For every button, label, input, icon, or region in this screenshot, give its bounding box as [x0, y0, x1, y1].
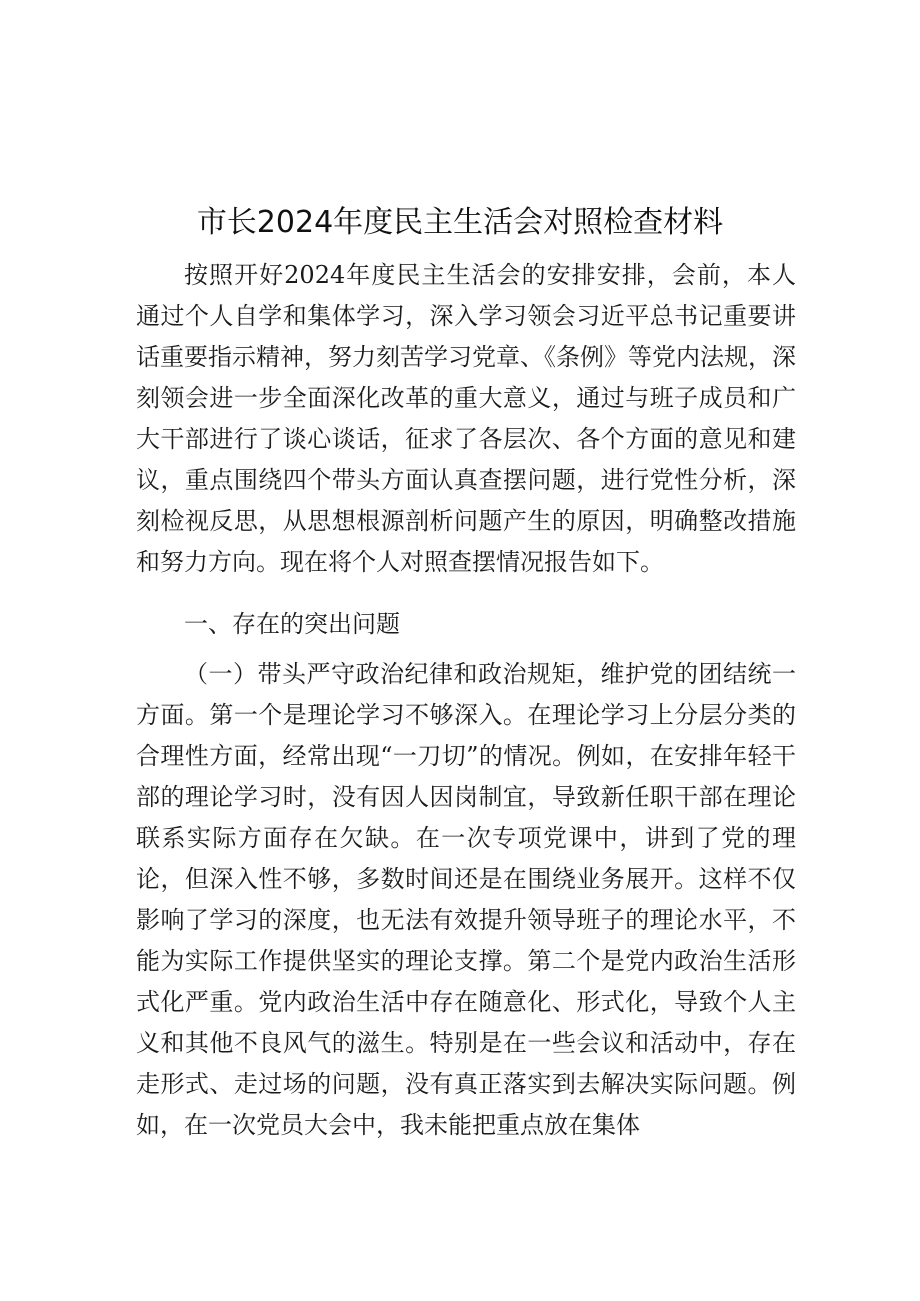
section-heading: 一、存在的突出问题 [184, 610, 400, 638]
document-title: 市长2024年度民主生活会对照检查材料 [196, 205, 724, 240]
intro-paragraph: 按照开好2024年度民主生活会的安排安排，会前，本人通过个人自学和集体学习，深入学习领会习近平总书记重要讲话重要指示精神，努力刻苦学习党章、《条例》等党内法规，深刻领会进一步全面深化改革的重大意义，通过与班子成员和广大干部进行了谈心谈话，征求了各层次、各个方面的意见和建议，重点围绕四个带头方面认真查摆问题，进行党性分析，深刻检视反思，从思想根源剖析问题产生的原因，明确整改措施和努力方向。现在将个人对照查摆情况报告如下。 [136, 261, 796, 576]
section-paragraph: （一）带头严守政治纪律和政治规矩，维护党的团结统一方面。第一个是理论学习不够深入。在理论学习上分层分类的合理性方面，经常出现“一刀切”的情况。例如，在安排年轻干部的理论学习时，没有因人因岗制宜，导致新任职干部在理论联系实际方面存在欠缺。在一次专项党课中，讲到了党的理论，但深入性不够，多数时间还是在围绕业务展开。这样不仅影响了学习的深度，也无法有效提升领导班子的理论水平，不能为实际工作提供坚实的理论支撑。第二个是党内政治生活形式化严重。党内政治生活中存在随意化、形式化，导致个人主义和其他不良风气的滋生。特别是在一些会议和活动中，存在走形式、走过场的问题，没有真正落实到去解决实际问题。例如，在一次党员大会中，我未能把重点放在集体 [136, 660, 796, 1139]
